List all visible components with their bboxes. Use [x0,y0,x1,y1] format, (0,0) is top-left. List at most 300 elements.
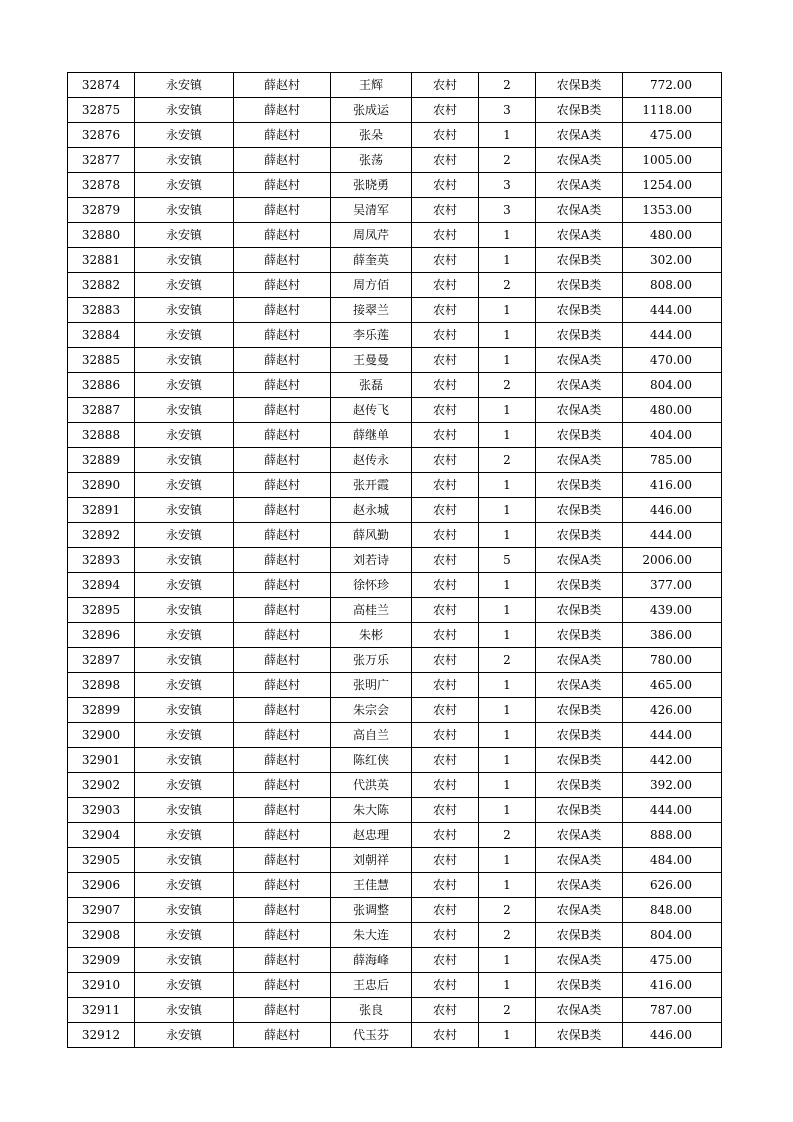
table-row [68,323,722,348]
name-cell: 刘朝祥 [331,848,412,873]
household-type-cell: 农村 [412,473,479,498]
member-count-cell: 1 [479,673,536,698]
household-type-cell: 农村 [412,348,479,373]
member-count-cell: 2 [479,73,536,98]
town-cell: 永安镇 [135,473,234,498]
name-cell: 薛风勤 [331,523,412,548]
town-cell: 永安镇 [135,898,234,923]
record-id-cell: 32874 [68,73,135,98]
member-count-cell: 3 [479,198,536,223]
category-cell: 农保A类 [536,173,623,198]
member-count-cell: 1 [479,973,536,998]
name-cell: 代玉芬 [331,1023,412,1048]
record-id-cell: 32879 [68,198,135,223]
record-id-cell: 32890 [68,473,135,498]
village-cell: 薛赵村 [234,473,331,498]
member-count-cell: 1 [479,498,536,523]
household-type-cell: 农村 [412,898,479,923]
town-cell: 永安镇 [135,498,234,523]
town-cell: 永安镇 [135,623,234,648]
record-id-cell: 32899 [68,698,135,723]
table-row [68,873,722,898]
village-cell: 薛赵村 [234,398,331,423]
household-type-cell: 农村 [412,273,479,298]
amount-cell: 808.00 [623,273,722,298]
category-cell: 农保B类 [536,273,623,298]
table-row [68,998,722,1023]
town-cell: 永安镇 [135,198,234,223]
name-cell: 周方佰 [331,273,412,298]
amount-cell: 780.00 [623,648,722,673]
name-cell: 高自兰 [331,723,412,748]
table-row [68,373,722,398]
amount-cell: 804.00 [623,373,722,398]
category-cell: 农保A类 [536,673,623,698]
record-id-cell: 32908 [68,923,135,948]
member-count-cell: 1 [479,623,536,648]
member-count-cell: 1 [479,1023,536,1048]
table-row [68,423,722,448]
name-cell: 朱彬 [331,623,412,648]
table-row [68,223,722,248]
village-cell: 薛赵村 [234,323,331,348]
town-cell: 永安镇 [135,773,234,798]
table-row [68,1023,722,1048]
table-row [68,748,722,773]
amount-cell: 2006.00 [623,548,722,573]
name-cell: 朱大陈 [331,798,412,823]
record-id-cell: 32904 [68,823,135,848]
name-cell: 周凤芹 [331,223,412,248]
amount-cell: 470.00 [623,348,722,373]
village-cell: 薛赵村 [234,973,331,998]
town-cell: 永安镇 [135,948,234,973]
amount-cell: 480.00 [623,223,722,248]
amount-cell: 444.00 [623,523,722,548]
village-cell: 薛赵村 [234,448,331,473]
household-type-cell: 农村 [412,573,479,598]
table-row [68,798,722,823]
table-row [68,173,722,198]
table-row [68,673,722,698]
record-id-cell: 32900 [68,723,135,748]
member-count-cell: 1 [479,723,536,748]
member-count-cell: 2 [479,273,536,298]
town-cell: 永安镇 [135,248,234,273]
village-cell: 薛赵村 [234,673,331,698]
category-cell: 农保A类 [536,398,623,423]
amount-cell: 848.00 [623,898,722,923]
record-id-cell: 32911 [68,998,135,1023]
table-row [68,123,722,148]
category-cell: 农保A类 [536,873,623,898]
village-cell: 薛赵村 [234,1023,331,1048]
table-row [68,148,722,173]
name-cell: 刘若诗 [331,548,412,573]
household-type-cell: 农村 [412,198,479,223]
town-cell: 永安镇 [135,273,234,298]
record-id-cell: 32903 [68,798,135,823]
member-count-cell: 1 [479,248,536,273]
table-row [68,473,722,498]
table-row [68,648,722,673]
member-count-cell: 2 [479,448,536,473]
household-type-cell: 农村 [412,598,479,623]
amount-cell: 426.00 [623,698,722,723]
member-count-cell: 1 [479,848,536,873]
member-count-cell: 2 [479,998,536,1023]
record-id-cell: 32912 [68,1023,135,1048]
town-cell: 永安镇 [135,298,234,323]
amount-cell: 377.00 [623,573,722,598]
name-cell: 薛继单 [331,423,412,448]
name-cell: 赵忠理 [331,823,412,848]
name-cell: 赵传永 [331,448,412,473]
record-id-cell: 32877 [68,148,135,173]
member-count-cell: 1 [479,223,536,248]
town-cell: 永安镇 [135,598,234,623]
amount-cell: 392.00 [623,773,722,798]
category-cell: 农保B类 [536,748,623,773]
amount-cell: 302.00 [623,248,722,273]
household-type-cell: 农村 [412,448,479,473]
category-cell: 农保A类 [536,648,623,673]
table-row [68,198,722,223]
table-row [68,273,722,298]
name-cell: 陈红侠 [331,748,412,773]
table-row [68,73,722,98]
town-cell: 永安镇 [135,673,234,698]
household-type-cell: 农村 [412,98,479,123]
household-type-cell: 农村 [412,373,479,398]
category-cell: 农保B类 [536,1023,623,1048]
record-id-cell: 32907 [68,898,135,923]
village-cell: 薛赵村 [234,573,331,598]
record-id-cell: 32886 [68,373,135,398]
amount-cell: 446.00 [623,1023,722,1048]
category-cell: 农保B类 [536,248,623,273]
table-row [68,298,722,323]
member-count-cell: 1 [479,423,536,448]
member-count-cell: 2 [479,923,536,948]
category-cell: 农保B类 [536,473,623,498]
member-count-cell: 1 [479,323,536,348]
category-cell: 农保A类 [536,848,623,873]
member-count-cell: 1 [479,298,536,323]
table-row [68,248,722,273]
record-id-cell: 32906 [68,873,135,898]
town-cell: 永安镇 [135,123,234,148]
member-count-cell: 2 [479,823,536,848]
table-row [68,823,722,848]
household-type-cell: 农村 [412,698,479,723]
name-cell: 高桂兰 [331,598,412,623]
town-cell: 永安镇 [135,748,234,773]
member-count-cell: 1 [479,523,536,548]
amount-cell: 442.00 [623,748,722,773]
category-cell: 农保B类 [536,523,623,548]
category-cell: 农保B类 [536,723,623,748]
name-cell: 赵永城 [331,498,412,523]
name-cell: 张朵 [331,123,412,148]
name-cell: 张磊 [331,373,412,398]
household-type-cell: 农村 [412,723,479,748]
town-cell: 永安镇 [135,998,234,1023]
table-row [68,698,722,723]
category-cell: 农保A类 [536,548,623,573]
household-type-cell: 农村 [412,998,479,1023]
table-row [68,523,722,548]
table-row [68,573,722,598]
town-cell: 永安镇 [135,173,234,198]
name-cell: 徐怀珍 [331,573,412,598]
amount-cell: 626.00 [623,873,722,898]
amount-cell: 404.00 [623,423,722,448]
village-cell: 薛赵村 [234,373,331,398]
village-cell: 薛赵村 [234,73,331,98]
village-cell: 薛赵村 [234,498,331,523]
record-id-cell: 32888 [68,423,135,448]
record-id-cell: 32898 [68,673,135,698]
table-row [68,398,722,423]
record-id-cell: 32905 [68,848,135,873]
table-row [68,948,722,973]
village-cell: 薛赵村 [234,823,331,848]
record-id-cell: 32875 [68,98,135,123]
record-id-cell: 32885 [68,348,135,373]
name-cell: 薛奎英 [331,248,412,273]
household-type-cell: 农村 [412,773,479,798]
name-cell: 代洪英 [331,773,412,798]
household-type-cell: 农村 [412,923,479,948]
village-cell: 薛赵村 [234,298,331,323]
amount-cell: 444.00 [623,723,722,748]
table-row [68,773,722,798]
table-row [68,848,722,873]
amount-cell: 475.00 [623,123,722,148]
table-row [68,448,722,473]
town-cell: 永安镇 [135,423,234,448]
amount-cell: 386.00 [623,623,722,648]
town-cell: 永安镇 [135,923,234,948]
town-cell: 永安镇 [135,73,234,98]
household-type-cell: 农村 [412,948,479,973]
amount-cell: 465.00 [623,673,722,698]
village-cell: 薛赵村 [234,598,331,623]
town-cell: 永安镇 [135,848,234,873]
category-cell: 农保B类 [536,923,623,948]
town-cell: 永安镇 [135,648,234,673]
name-cell: 王曼曼 [331,348,412,373]
member-count-cell: 2 [479,648,536,673]
village-cell: 薛赵村 [234,898,331,923]
household-type-cell: 农村 [412,248,479,273]
record-id-cell: 32880 [68,223,135,248]
village-cell: 薛赵村 [234,798,331,823]
name-cell: 朱大连 [331,923,412,948]
town-cell: 永安镇 [135,98,234,123]
village-cell: 薛赵村 [234,873,331,898]
table-body [68,73,722,1048]
village-cell: 薛赵村 [234,748,331,773]
member-count-cell: 2 [479,148,536,173]
table-row [68,548,722,573]
record-id-cell: 32882 [68,273,135,298]
village-cell: 薛赵村 [234,348,331,373]
record-id-cell: 32895 [68,598,135,623]
village-cell: 薛赵村 [234,548,331,573]
category-cell: 农保B类 [536,698,623,723]
category-cell: 农保B类 [536,798,623,823]
table-row [68,898,722,923]
village-cell: 薛赵村 [234,848,331,873]
member-count-cell: 5 [479,548,536,573]
village-cell: 薛赵村 [234,623,331,648]
amount-cell: 416.00 [623,473,722,498]
household-type-cell: 农村 [412,798,479,823]
village-cell: 薛赵村 [234,98,331,123]
category-cell: 农保A类 [536,148,623,173]
household-type-cell: 农村 [412,873,479,898]
category-cell: 农保A类 [536,898,623,923]
amount-cell: 444.00 [623,798,722,823]
member-count-cell: 1 [479,398,536,423]
category-cell: 农保B类 [536,423,623,448]
category-cell: 农保A类 [536,948,623,973]
member-count-cell: 1 [479,798,536,823]
amount-cell: 484.00 [623,848,722,873]
record-id-cell: 32893 [68,548,135,573]
amount-cell: 1118.00 [623,98,722,123]
town-cell: 永安镇 [135,823,234,848]
amount-cell: 772.00 [623,73,722,98]
member-count-cell: 1 [479,598,536,623]
table-row [68,348,722,373]
village-cell: 薛赵村 [234,148,331,173]
name-cell: 王忠后 [331,973,412,998]
town-cell: 永安镇 [135,523,234,548]
category-cell: 农保A类 [536,373,623,398]
name-cell: 接翠兰 [331,298,412,323]
record-id-cell: 32897 [68,648,135,673]
name-cell: 王佳慧 [331,873,412,898]
household-type-cell: 农村 [412,648,479,673]
amount-cell: 1005.00 [623,148,722,173]
name-cell: 张晓勇 [331,173,412,198]
village-cell: 薛赵村 [234,998,331,1023]
village-cell: 薛赵村 [234,173,331,198]
village-cell: 薛赵村 [234,223,331,248]
member-count-cell: 1 [479,573,536,598]
household-type-cell: 农村 [412,823,479,848]
table-row [68,723,722,748]
member-count-cell: 1 [479,123,536,148]
table-row [68,623,722,648]
category-cell: 农保B类 [536,598,623,623]
household-type-cell: 农村 [412,523,479,548]
amount-cell: 439.00 [623,598,722,623]
town-cell: 永安镇 [135,373,234,398]
household-type-cell: 农村 [412,1023,479,1048]
village-cell: 薛赵村 [234,123,331,148]
village-cell: 薛赵村 [234,248,331,273]
name-cell: 张万乐 [331,648,412,673]
town-cell: 永安镇 [135,723,234,748]
town-cell: 永安镇 [135,223,234,248]
category-cell: 农保B类 [536,498,623,523]
category-cell: 农保B类 [536,573,623,598]
town-cell: 永安镇 [135,448,234,473]
member-count-cell: 1 [479,748,536,773]
household-type-cell: 农村 [412,748,479,773]
town-cell: 永安镇 [135,698,234,723]
village-cell: 薛赵村 [234,773,331,798]
category-cell: 农保B类 [536,98,623,123]
village-cell: 薛赵村 [234,948,331,973]
member-count-cell: 1 [479,473,536,498]
town-cell: 永安镇 [135,798,234,823]
household-type-cell: 农村 [412,623,479,648]
name-cell: 赵传飞 [331,398,412,423]
name-cell: 吴清军 [331,198,412,223]
village-cell: 薛赵村 [234,698,331,723]
village-cell: 薛赵村 [234,273,331,298]
name-cell: 张开霞 [331,473,412,498]
name-cell: 张成运 [331,98,412,123]
town-cell: 永安镇 [135,148,234,173]
category-cell: 农保A类 [536,448,623,473]
record-id-cell: 32878 [68,173,135,198]
member-count-cell: 1 [479,348,536,373]
category-cell: 农保B类 [536,323,623,348]
record-id-cell: 32894 [68,573,135,598]
category-cell: 农保B类 [536,623,623,648]
name-cell: 张良 [331,998,412,1023]
record-id-cell: 32887 [68,398,135,423]
name-cell: 朱宗会 [331,698,412,723]
amount-cell: 480.00 [623,398,722,423]
table-row [68,98,722,123]
table-row [68,598,722,623]
record-id-cell: 32896 [68,623,135,648]
village-cell: 薛赵村 [234,198,331,223]
town-cell: 永安镇 [135,323,234,348]
household-type-cell: 农村 [412,148,479,173]
member-count-cell: 1 [479,698,536,723]
category-cell: 农保A类 [536,123,623,148]
name-cell: 张明广 [331,673,412,698]
amount-cell: 1254.00 [623,173,722,198]
household-type-cell: 农村 [412,398,479,423]
record-id-cell: 32892 [68,523,135,548]
amount-cell: 1353.00 [623,198,722,223]
category-cell: 农保A类 [536,998,623,1023]
amount-cell: 785.00 [623,448,722,473]
record-id-cell: 32876 [68,123,135,148]
member-count-cell: 1 [479,873,536,898]
record-id-cell: 32901 [68,748,135,773]
village-cell: 薛赵村 [234,423,331,448]
name-cell: 王辉 [331,73,412,98]
category-cell: 农保A类 [536,348,623,373]
amount-cell: 804.00 [623,923,722,948]
table-row [68,498,722,523]
category-cell: 农保B类 [536,298,623,323]
record-id-cell: 32889 [68,448,135,473]
record-id-cell: 32891 [68,498,135,523]
household-type-cell: 农村 [412,423,479,448]
record-id-cell: 32902 [68,773,135,798]
